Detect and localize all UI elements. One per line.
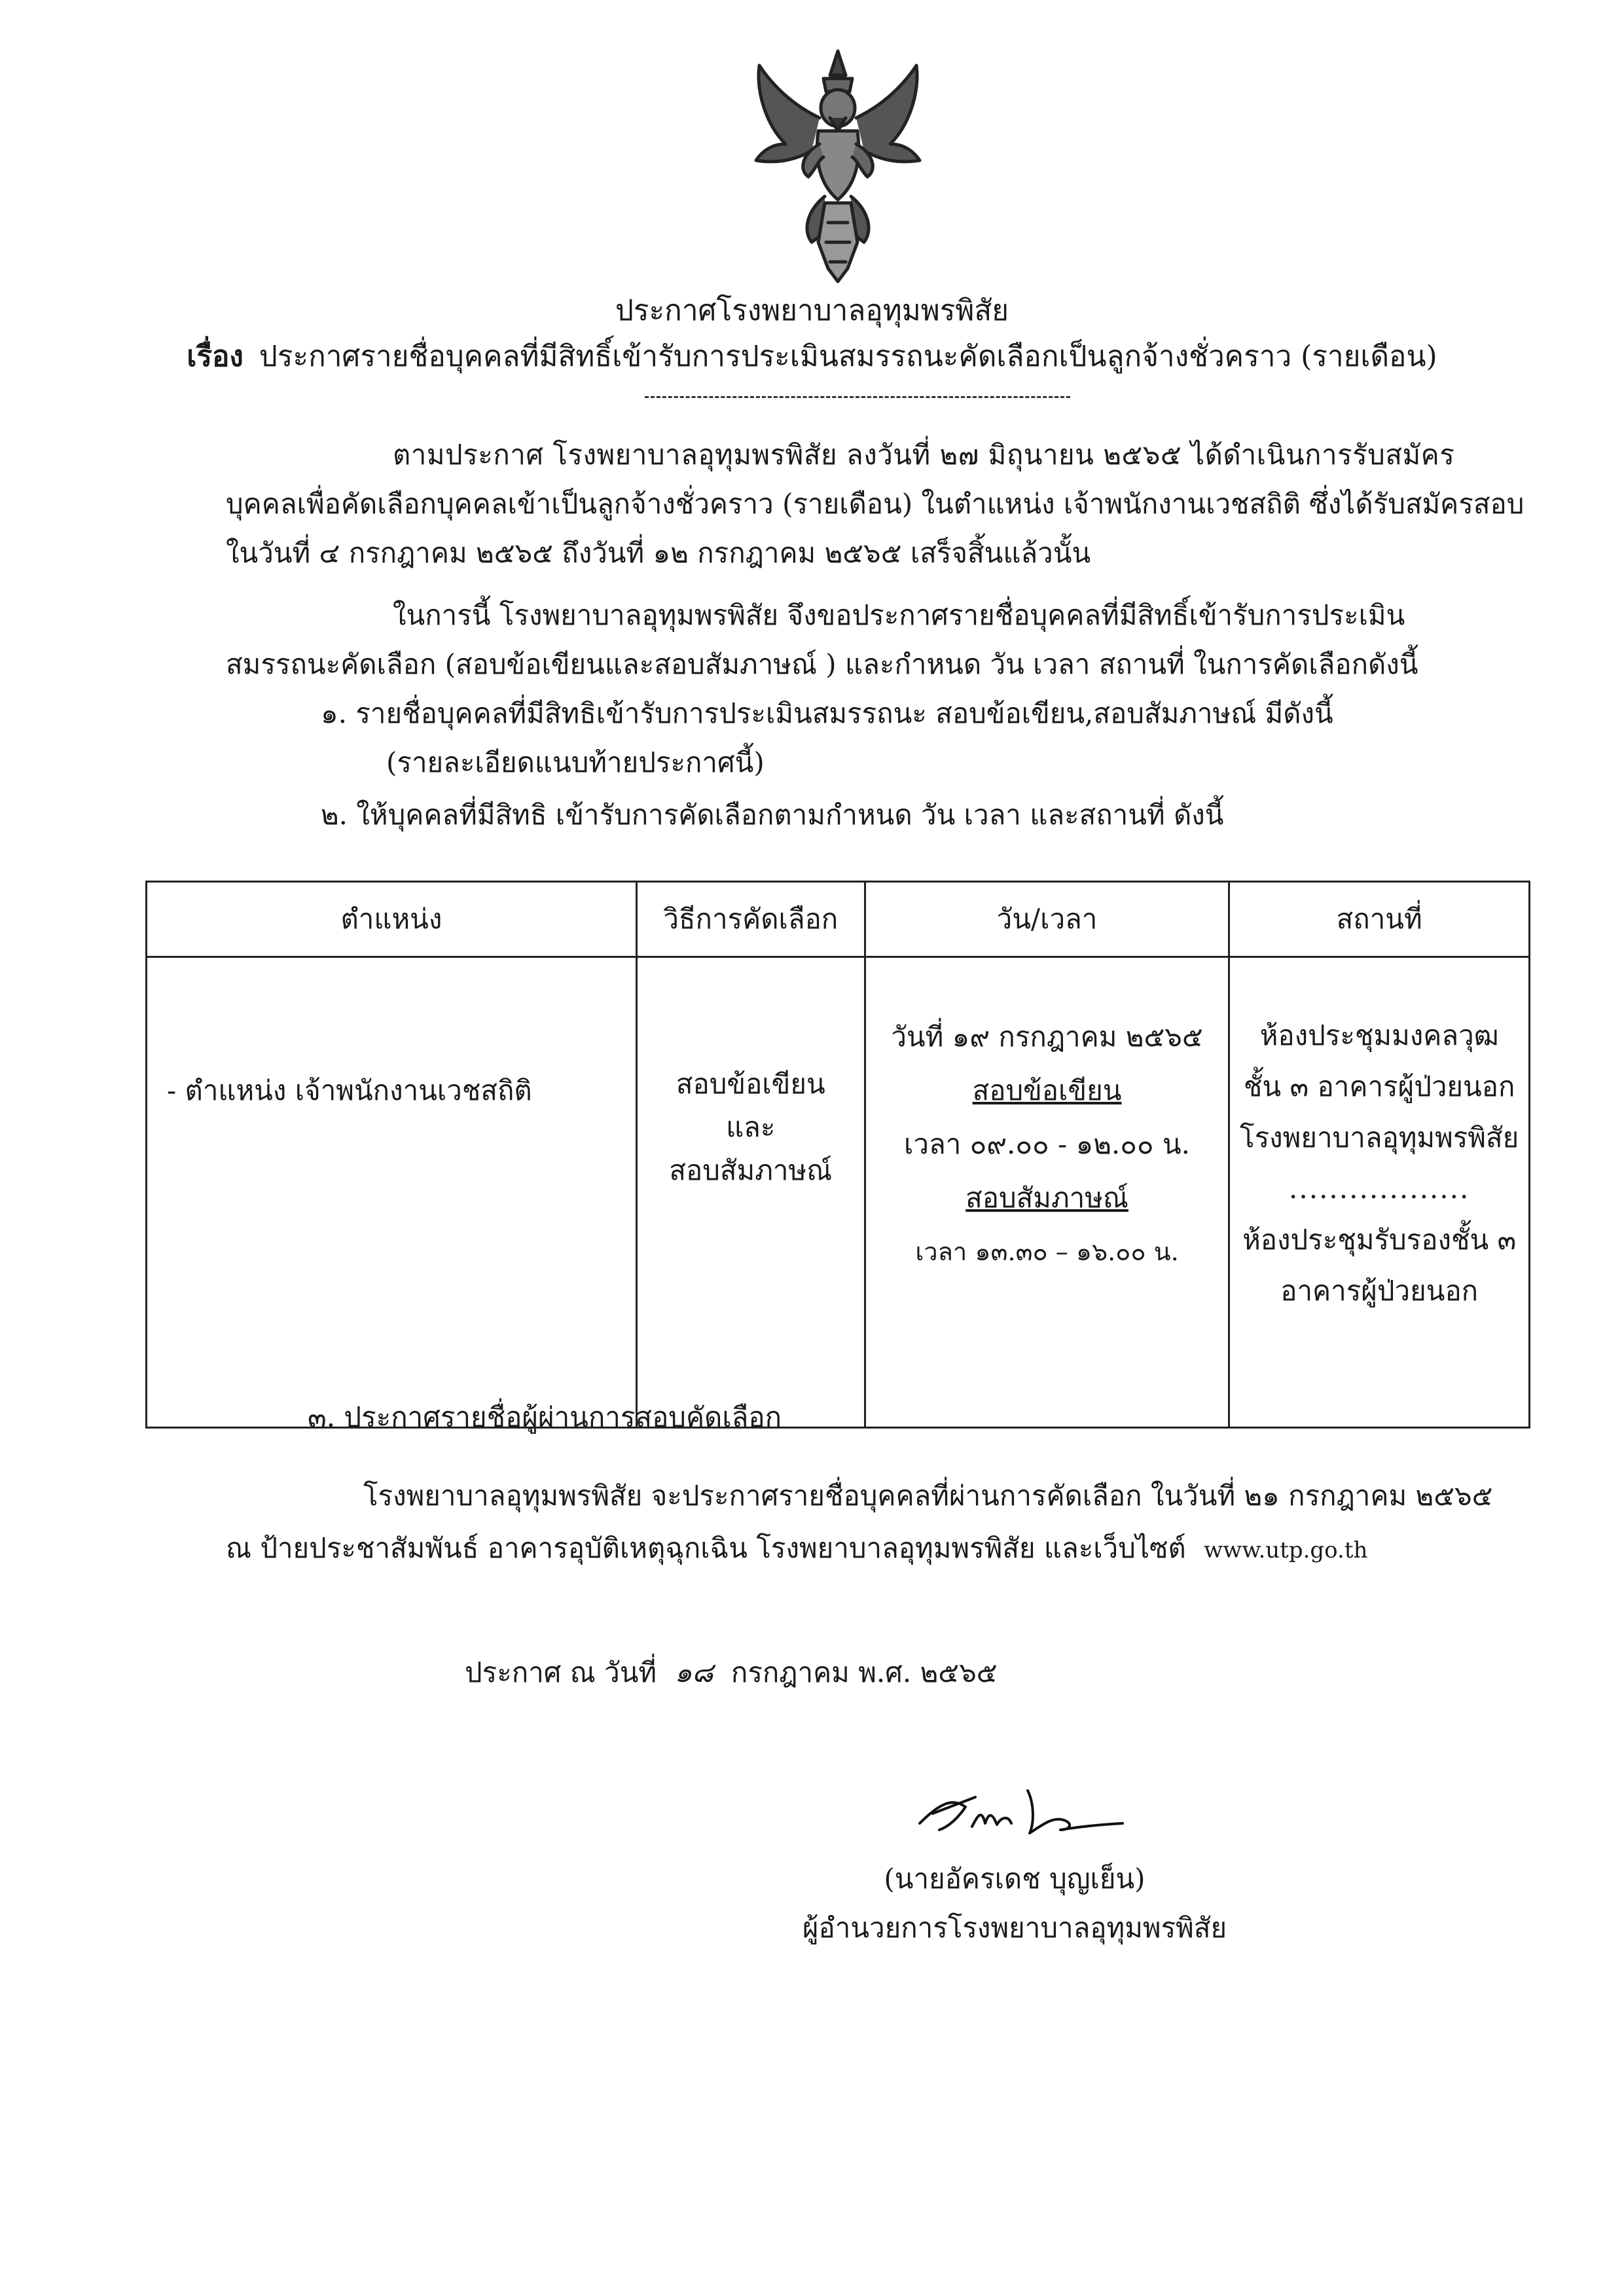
- result-line2-text: ณ ป้ายประชาสัมพันธ์ อาคารอุบัติเหตุฉุกเฉิน โรงพยาบาลอุทุมพรพิสัย และเว็บไซต์: [226, 1532, 1186, 1564]
- document-subject: [0, 337, 1624, 376]
- signer-title: ผู้อำนวยการโรงพยาบาลอุทุมพรพิสัย: [802, 1912, 1227, 1944]
- announce-date: [465, 1653, 998, 1692]
- header-method: วิธีการคัดเลือก: [636, 882, 865, 957]
- para1-line3: ในวันที่ ๔ กรกฎาคม ๒๕๖๕ ถึงวันที่ ๑๒ กรกฎาคม ๒๕๖๕ เสร็จสิ้นแล้วนั้น: [226, 537, 1091, 569]
- para2-line1: ในการนี้ โรงพยาบาลอุทุมพรพิสัย จึงขอประกาศรายชื่อบุคคลที่มีสิทธิ์เข้ารับการประเมิน: [393, 599, 1405, 631]
- item2: ๒. ให้บุคคลที่มีสิทธิ เข้ารับการคัดเลือกตามกำหนด วัน เวลา และสถานที่ ดังนี้: [321, 799, 1224, 831]
- schedule-table: [145, 881, 1530, 1429]
- result-line1: โรงพยาบาลอุทุมพรพิสัย จะประกาศรายชื่อบุคคลที่ผ่านการคัดเลือก ในวันที่ ๒๑ กรกฎาคม ๒๕๖๕: [363, 1480, 1493, 1512]
- subject-text: ประกาศรายชื่อบุคคลที่มีสิทธิ์เข้ารับการประเมินสมรรถนะคัดเลือกเป็นลูกจ้างชั่วคราว (รายเดือน): [259, 340, 1437, 373]
- cell-method: [636, 957, 865, 1428]
- place-separator: ..................: [1289, 1173, 1470, 1205]
- item1-note: (รายละเอียดแนบท้ายประกาศนี้): [386, 746, 765, 778]
- method-interview: สอบสัมภาษณ์: [669, 1154, 833, 1186]
- para1-line1: ตามประกาศ โรงพยาบาลอุทุมพรพิสัย ลงวันที่ ๒๗ มิถุนายน ๒๕๖๕ ได้ดำเนินการรับสมัคร: [393, 439, 1455, 471]
- cell-datetime: [865, 957, 1229, 1428]
- item1: ๑. รายชื่อบุคคลที่มีสิทธิเข้ารับการประเมินสมรรถนะ สอบข้อเขียน,สอบสัมภาษณ์ มีดังนี้: [321, 697, 1333, 729]
- item3: ๓. ประกาศรายชื่อผู้ผ่านการสอบคัดเลือก: [308, 1401, 782, 1433]
- position-text: - ตำแหน่ง เจ้าพนักงานเวชสถิติ: [167, 1074, 532, 1106]
- place-line4: ห้องประชุมรับรองชั้น ๓: [1242, 1224, 1517, 1256]
- result-line2: [226, 1529, 1367, 1570]
- cell-place: [1229, 957, 1530, 1428]
- exam-date: วันที่ ๑๙ กรกฎาคม ๒๕๖๕: [891, 1021, 1203, 1053]
- garuda-emblem-icon: [746, 46, 929, 288]
- para1-line2: บุคคลเพื่อคัดเลือกบุคคลเข้าเป็นลูกจ้างชั่วคราว (รายเดือน) ในตำแหน่ง เจ้าพนักงานเวชสถิติ ซึ่งได้รับสมัครสอบ: [226, 488, 1525, 520]
- place-line5: อาคารผู้ป่วยนอก: [1280, 1275, 1479, 1307]
- cell-position: [147, 957, 637, 1428]
- place-line3: โรงพยาบาลอุทุมพรพิสัย: [1240, 1121, 1519, 1154]
- place-line1: ห้องประชุมมงคลวุฒ: [1259, 1019, 1499, 1051]
- header-datetime: วัน/เวลา: [865, 882, 1229, 957]
- document-title: ประกาศโรงพยาบาลอุทุมพรพิสัย: [615, 294, 1009, 327]
- announce-prefix: ประกาศ ณ วันที่: [465, 1656, 657, 1688]
- interview-label: สอบสัมภาษณ์: [965, 1182, 1128, 1214]
- announce-day: ๑๘: [674, 1656, 713, 1688]
- announce-suffix: กรกฎาคม พ.ศ. ๒๕๖๕: [731, 1656, 998, 1688]
- method-written: สอบข้อเขียน: [676, 1068, 825, 1100]
- signer-name: (นายอัครเดช บุญเย็น): [884, 1863, 1146, 1895]
- written-label: สอบข้อเขียน: [972, 1074, 1122, 1106]
- para2-line2: สมรรถนะคัดเลือก (สอบข้อเขียนและสอบสัมภาษณ์ ) และกำหนด วัน เวลา สถานที่ ในการคัดเลือกดังนี้: [226, 648, 1418, 680]
- header-position: ตำแหน่ง: [147, 882, 637, 957]
- place-line2: ชั้น ๓ อาคารผู้ป่วยนอก: [1243, 1070, 1515, 1102]
- header-place: สถานที่: [1229, 882, 1530, 957]
- method-and: และ: [726, 1111, 776, 1143]
- subject-label: เรื่อง: [187, 340, 244, 373]
- written-time: เวลา ๐๙.๐๐ - ๑๒.๐๐ น.: [904, 1128, 1190, 1160]
- website-link[interactable]: www.utp.go.th: [1204, 1537, 1368, 1563]
- table-row: [147, 957, 1530, 1428]
- header-divider: [645, 396, 1070, 398]
- interview-time: เวลา ๑๓.๓๐ – ๑๖.๐๐ น.: [915, 1237, 1179, 1266]
- signature-image: [913, 1777, 1129, 1850]
- table-header-row: [147, 882, 1530, 957]
